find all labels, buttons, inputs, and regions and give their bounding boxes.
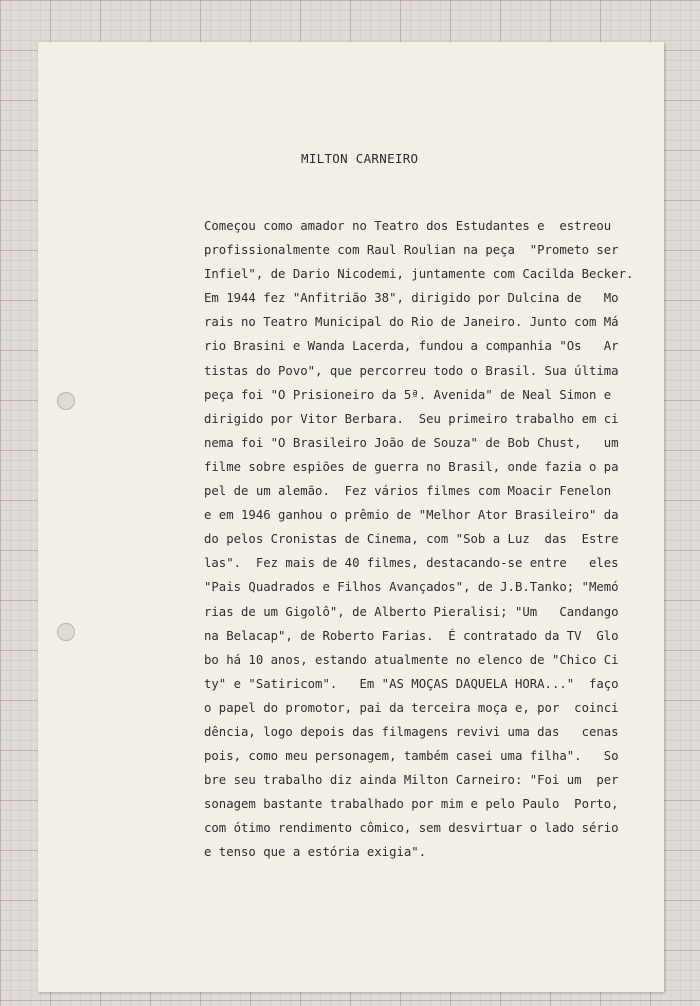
text-line: tistas do Povo", que percorreu todo o Brasil. Sua última [204,363,619,378]
text-line: e tenso que a estória exigia". [204,845,427,860]
punch-hole [57,623,75,641]
text-line: las". Fez mais de 40 filmes, destacando-se entre eles [204,556,619,571]
text-line: dirigido por Vitor Berbara. Seu primeiro trabalho em ci [204,411,619,426]
text-line: rais no Teatro Municipal do Rio de Janeiro. Junto com Má [204,315,619,330]
text-line: ty" e "Satiricom". Em "AS MOÇAS DAQUELA HORA..." faço [204,676,619,691]
text-line: "Pais Quadrados e Filhos Avançados", de J.B.Tanko; "Memó [204,580,619,595]
text-line: pel de um alemão. Fez vários filmes com Moacir Fenelon [204,484,612,499]
text-line: Em 1944 fez "Anfitrião 38", dirigido por Dulcina de Mo [204,291,619,306]
text-line: bre seu trabalho diz ainda Milton Carneiro: "Foi um per [204,773,619,788]
text-line: Infiel", de Dario Nicodemi, juntamente com Cacilda Becker. [204,267,634,282]
text-line: nema foi "O Brasileiro João de Souza" de Bob Chust, um [204,435,619,450]
paper-sheet [38,42,664,992]
text-line: e em 1946 ganhou o prêmio de "Melhor Ator Brasileiro" da [204,508,619,523]
document-body [204,214,634,865]
text-line: profissionalmente com Raul Roulian na peça "Prometo ser [204,243,619,258]
text-line: rias de um Gigolô", de Alberto Pieralisi; "Um Candango [204,604,619,619]
text-line: do pelos Cronistas de Cinema, com "Sob a Luz das Estre [204,532,619,547]
text-line: o papel do promotor, pai da terceira moça e, por coinci [204,700,619,715]
text-line: sonagem bastante trabalhado por mim e pelo Paulo Porto, [204,797,619,812]
punch-hole [57,392,75,410]
text-line: dência, logo depois das filmagens revivi uma das cenas [204,724,619,739]
text-line: filme sobre espiões de guerra no Brasil, onde fazia o pa [204,459,619,474]
text-line: com ótimo rendimento cômico, sem desvirtuar o lado sério [204,821,619,836]
text-line: Começou como amador no Teatro dos Estudantes e estreou [204,219,612,233]
text-line: bo há 10 anos, estando atualmente no elenco de "Chico Ci [204,652,619,667]
text-line: pois, como meu personagem, também casei uma filha". So [204,749,619,764]
text-line: rio Brasini e Wanda Lacerda, fundou a companhia "Os Ar [204,339,619,354]
document-title: MILTON CARNEIRO [301,151,419,166]
text-line: peça foi "O Prisioneiro da 5ª. Avenida" de Neal Simon e [204,387,612,402]
text-line: na Belacap", de Roberto Farias. É contratado da TV Glo [204,628,619,643]
